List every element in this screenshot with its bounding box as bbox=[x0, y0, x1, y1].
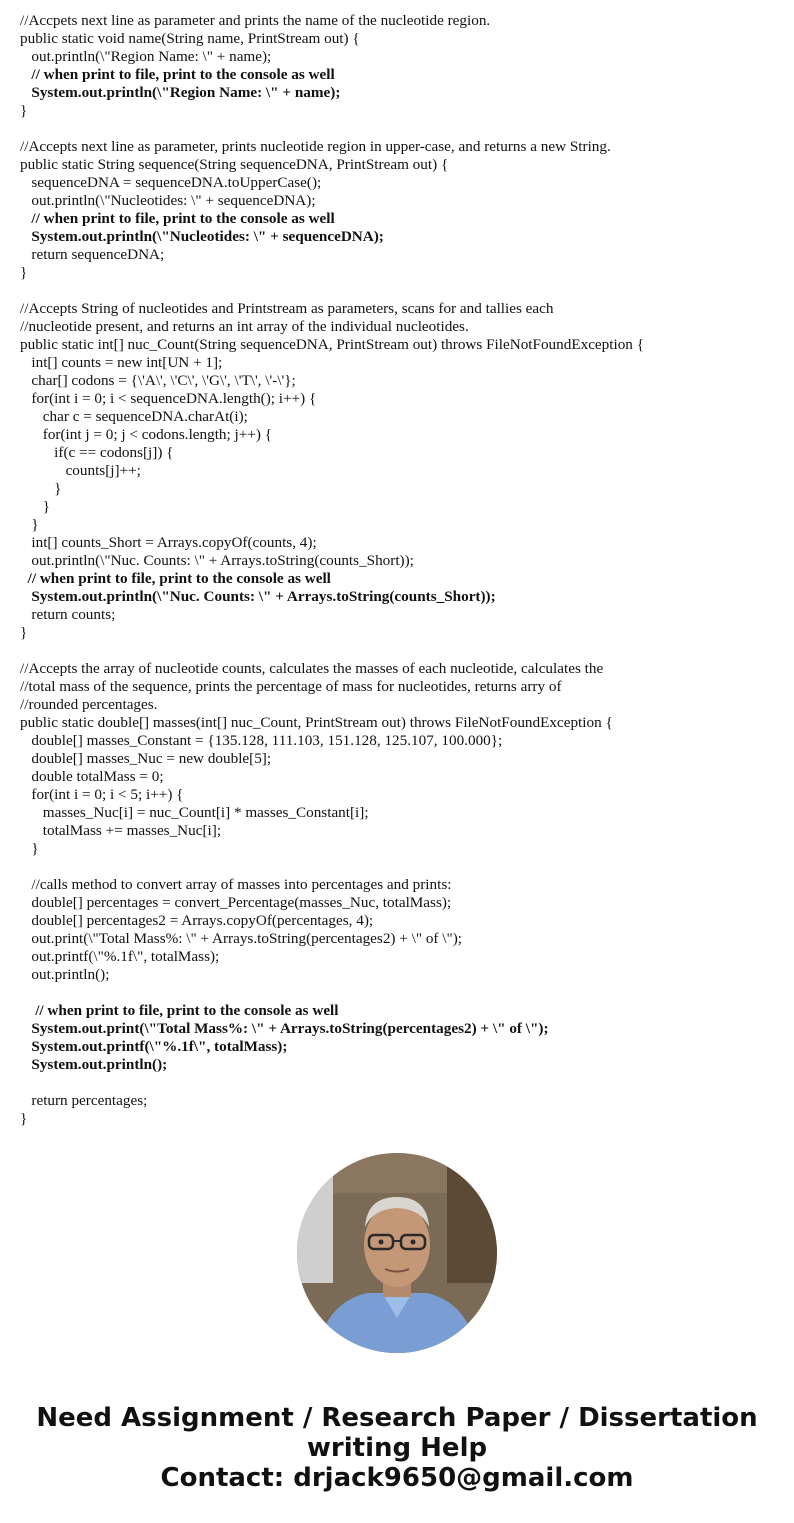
code-line: } bbox=[20, 480, 62, 497]
code-line: System.out.println(); bbox=[20, 1056, 168, 1073]
code-line: for(int i = 0; i < 5; i++) { bbox=[20, 786, 184, 803]
code-line: counts[j]++; bbox=[20, 462, 141, 479]
code-line: // when print to file, print to the console as well bbox=[20, 66, 335, 83]
code-line: char c = sequenceDNA.charAt(i); bbox=[20, 408, 248, 425]
code-line: //Accepts next line as parameter, prints nucleotide region in upper-case, and returns a new String. bbox=[20, 138, 611, 155]
code-line bbox=[20, 984, 780, 1002]
code-line: masses_Nuc[i] = nuc_Count[i] * masses_Constant[i]; bbox=[20, 804, 369, 821]
code-line: //rounded percentages. bbox=[20, 696, 158, 713]
code-line: } bbox=[20, 102, 28, 119]
code-line: System.out.printf(\"%.1f\", totalMass); bbox=[20, 1038, 288, 1055]
code-line: int[] counts = new int[UN + 1]; bbox=[20, 354, 223, 371]
code-line: System.out.println(\"Region Name: \" + name); bbox=[20, 84, 341, 101]
code-line: //Accepts the array of nucleotide counts, calculates the masses of each nucleotide, calculates the bbox=[20, 660, 604, 677]
code-line: // when print to file, print to the console as well bbox=[20, 210, 335, 227]
code-line: //calls method to convert array of masses into percentages and prints: bbox=[20, 876, 452, 893]
code-line: } bbox=[20, 498, 51, 515]
code-line: System.out.println(\"Nucleotides: \" + sequenceDNA); bbox=[20, 228, 384, 245]
code-line: totalMass += masses_Nuc[i]; bbox=[20, 822, 222, 839]
code-line bbox=[20, 1074, 780, 1092]
promo-line-1: Need Assignment / Research Paper / Dissertation bbox=[36, 1403, 758, 1433]
code-line: double[] percentages = convert_Percentage(masses_Nuc, totalMass); bbox=[20, 894, 452, 911]
code-line: } bbox=[20, 624, 28, 641]
code-line bbox=[20, 282, 780, 300]
person-photo-icon bbox=[297, 1153, 497, 1353]
code-line: } bbox=[20, 840, 39, 857]
code-line: return counts; bbox=[20, 606, 116, 623]
promo-line-2: writing Help bbox=[306, 1433, 488, 1463]
code-line: // when print to file, print to the console as well bbox=[20, 1002, 339, 1019]
code-line: double[] masses_Constant = {135.128, 111.103, 151.128, 125.107, 100.000}; bbox=[20, 732, 503, 749]
code-listing bbox=[20, 12, 780, 1128]
code-line bbox=[20, 642, 780, 660]
code-line: out.println(\"Nucleotides: \" + sequenceDNA); bbox=[20, 192, 316, 209]
code-line: double[] percentages2 = Arrays.copyOf(percentages, 4); bbox=[20, 912, 374, 929]
code-line: //Accepts String of nucleotides and Printstream as parameters, scans for and tallies each bbox=[20, 300, 554, 317]
code-line: System.out.println(\"Nuc. Counts: \" + Arrays.toString(counts_Short)); bbox=[20, 588, 496, 605]
code-line: //Accpets next line as parameter and prints the name of the nucleotide region. bbox=[20, 12, 491, 29]
code-line: } bbox=[20, 1110, 28, 1127]
code-line: out.println(); bbox=[20, 966, 110, 983]
code-line: System.out.print(\"Total Mass%: \" + Arrays.toString(percentages2) + \" of \"); bbox=[20, 1020, 549, 1037]
code-line: } bbox=[20, 264, 28, 281]
code-line: double totalMass = 0; bbox=[20, 768, 164, 785]
code-line: out.printf(\"%.1f\", totalMass); bbox=[20, 948, 220, 965]
code-line: char[] codons = {\'A\', \'C\', \'G\', \'T\', \'-\'}; bbox=[20, 372, 296, 389]
code-line: double[] masses_Nuc = new double[5]; bbox=[20, 750, 272, 767]
code-line: } bbox=[20, 516, 39, 533]
code-line: int[] counts_Short = Arrays.copyOf(counts, 4); bbox=[20, 534, 317, 551]
code-line: for(int i = 0; i < sequenceDNA.length(); i++) { bbox=[20, 390, 317, 407]
code-line: out.print(\"Total Mass%: \" + Arrays.toString(percentages2) + \" of \"); bbox=[20, 930, 462, 947]
code-line: public static void name(String name, PrintStream out) { bbox=[20, 30, 360, 47]
code-lines bbox=[20, 12, 780, 1128]
code-line bbox=[20, 120, 780, 138]
code-line: //total mass of the sequence, prints the percentage of mass for nucleotides, returns arry of bbox=[20, 678, 562, 695]
code-line: return percentages; bbox=[20, 1092, 148, 1109]
promo-banner bbox=[0, 1403, 794, 1493]
code-line bbox=[20, 858, 780, 876]
code-line: out.println(\"Region Name: \" + name); bbox=[20, 48, 272, 65]
code-line: for(int j = 0; j < codons.length; j++) { bbox=[20, 426, 273, 443]
promo-contact: Contact: drjack9650@gmail.com bbox=[160, 1463, 634, 1493]
code-line: public static double[] masses(int[] nuc_Count, PrintStream out) throws FileNotFoundException { bbox=[20, 714, 613, 731]
code-line: return sequenceDNA; bbox=[20, 246, 165, 263]
code-line: out.println(\"Nuc. Counts: \" + Arrays.toString(counts_Short)); bbox=[20, 552, 414, 569]
code-line: public static int[] nuc_Count(String sequenceDNA, PrintStream out) throws FileNotFoundException { bbox=[20, 336, 644, 353]
code-line: //nucleotide present, and returns an int array of the individual nucleotides. bbox=[20, 318, 469, 335]
code-line: // when print to file, print to the console as well bbox=[20, 570, 331, 587]
code-line: public static String sequence(String sequenceDNA, PrintStream out) { bbox=[20, 156, 449, 173]
code-line: if(c == codons[j]) { bbox=[20, 444, 174, 461]
code-line: sequenceDNA = sequenceDNA.toUpperCase(); bbox=[20, 174, 322, 191]
avatar bbox=[297, 1153, 497, 1353]
